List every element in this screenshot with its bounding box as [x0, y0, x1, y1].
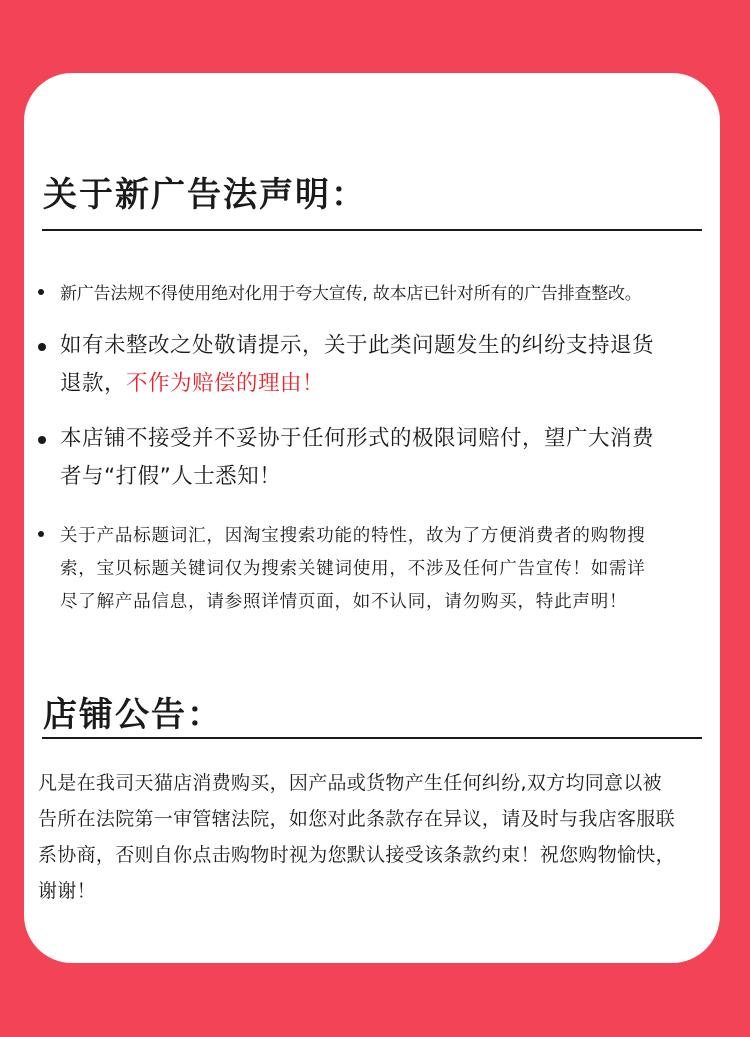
bullet-icon: [38, 289, 44, 295]
statement-card: [24, 73, 720, 963]
list-item: [38, 327, 708, 403]
store-notice-title: 店铺公告：: [43, 695, 223, 735]
ad-law-title: 关于新广告法声明：: [43, 175, 367, 215]
bullet-text: 新广告法规不得使用绝对化用于夸大宣传, 故本店已针对所有的广告排查整改。: [60, 284, 642, 304]
ad-law-divider: [42, 229, 702, 231]
bullet-text: 本店铺不接受并不妥协于任何形式的极限词赔付，望广大消费 者与“打假”人士悉知！: [60, 426, 655, 489]
list-item: [38, 281, 708, 307]
store-notice-body: 凡是在我司天猫店消费购买，因产品或货物产生任何纠纷,双方均同意以被 告所在法院第一审管辖法院，如您对此条款存在异议，请及时与我店客服联 系协商，否则自你点击购物时视为您默认接受该条款约束！祝您购物愉快， 谢谢！: [38, 772, 675, 902]
bullet-icon: [38, 531, 44, 537]
highlight-text: 不作为赔偿的理由！: [126, 371, 325, 396]
bullet-text: [60, 327, 708, 403]
list-item: [38, 420, 708, 496]
bullet-text-main: 如有未整改之处敬请提示，关于此类问题发生的纠纷支持退货 退款，: [60, 333, 655, 396]
bullet-icon: [38, 343, 46, 351]
list-item: [38, 520, 708, 619]
bullet-icon: [38, 436, 46, 444]
store-notice-divider: [42, 737, 702, 739]
bullet-text: 关于产品标题词汇，因淘宝搜索功能的特性，故为了方便消费者的购物搜 索，宝贝标题关键词仅为搜索关键词使用，不涉及任何广告宣传！如需详 尽了解产品信息，请参照详情页面，如不认同，请勿购买，特此声明！: [60, 526, 646, 612]
